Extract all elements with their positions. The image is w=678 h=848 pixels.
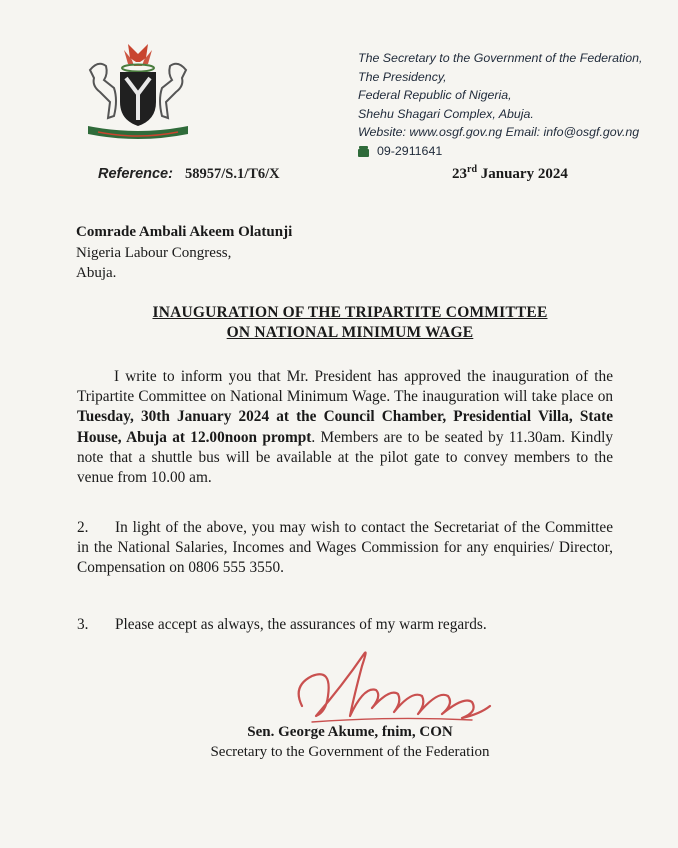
paragraph-2 <box>77 518 613 579</box>
paragraph-3-text: Please accept as always, the assurances of my warm regards. <box>115 616 487 633</box>
paragraph-1-text-b: . Members are to be seated by 11.30am. Kindly note that a shuttle bus will be available at the pilot gate to convey members to the venue from 10.00 am. <box>77 428 613 487</box>
addressee <box>76 222 292 284</box>
subject-line-2: ON NATIONAL MINIMUM WAGE <box>226 324 474 341</box>
reference <box>98 166 280 183</box>
phone-number: 09-2911641 <box>377 143 443 158</box>
paragraph-3-number: 3. <box>77 616 89 633</box>
letterhead-line: Shehu Shagari Complex, Abuja. <box>358 106 534 121</box>
letter-date <box>452 164 568 183</box>
paragraph-1 <box>77 367 613 488</box>
date-suffix: rd <box>467 164 477 175</box>
reference-label: Reference: <box>98 166 173 182</box>
letterhead-line: The Secretary to the Government of the Federation, <box>358 51 643 65</box>
paragraph-1-bold: Tuesday, 30th January 2024 at the Council Chamber, Presidential Villa, State House, Abuja at 12.00noon prompt <box>77 408 613 446</box>
paragraph-3 <box>77 615 613 635</box>
letterhead-line: Federal Republic of Nigeria, <box>358 88 512 103</box>
reference-number: 58957/S.1/T6/X <box>184 166 280 182</box>
letterhead-line: The Presidency, <box>358 69 447 84</box>
addressee-name: Comrade Ambali Akeem Olatunji <box>76 224 293 240</box>
date-rest: January 2024 <box>477 166 568 182</box>
letterhead-line: Website: www.osgf.gov.ng Email: info@osgf.gov.ng <box>358 125 640 140</box>
signatory-title: Secretary to the Government of the Federation <box>210 744 490 760</box>
paragraph-2-number: 2. <box>77 519 89 536</box>
phone-line <box>358 142 668 161</box>
subject-line-1: INAUGURATION OF THE TRIPARTITE COMMITTEE <box>152 304 548 321</box>
addressee-organization: Nigeria Labour Congress, <box>76 244 232 261</box>
paragraph-2-text: In light of the above, you may wish to contact the Secretariat of the Committee in the National Salaries, Incomes and Wages Commission for any enquiries/ Director, Compensation on 0806 555 3550. <box>77 519 613 577</box>
signatory-name: Sen. George Akume, fnim, CON <box>247 724 453 740</box>
letterhead <box>358 49 668 161</box>
addressee-city: Abuja. <box>76 265 117 281</box>
subject-heading <box>70 303 630 343</box>
nigerian-coat-of-arms-icon <box>68 40 208 150</box>
date-day: 23 <box>452 166 467 182</box>
signatory-block <box>170 722 530 762</box>
paragraph-1-text-a: I write to inform you that Mr. President has approved the inauguration of the Tripartite Committee on National Minimum Wage. The inauguration will take place on <box>77 368 613 406</box>
telephone-icon <box>358 146 369 157</box>
